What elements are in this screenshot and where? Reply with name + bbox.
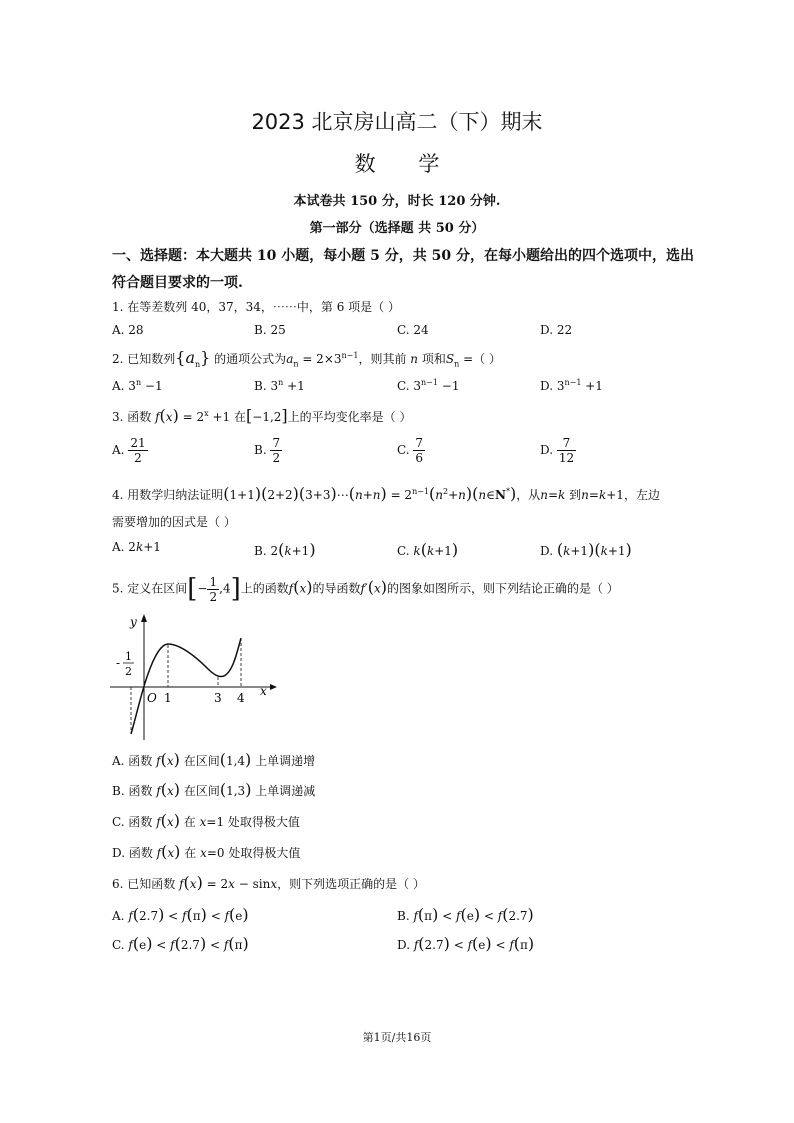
q2-text-a: 2. 已知数列 — [112, 352, 176, 366]
question-1-option-c: C. 24 — [397, 323, 429, 337]
question-6-stem: 6. 已知函数 f(x) = 2x − sinx，则下列选项正确的是（ ） — [112, 873, 425, 892]
question-2-option-d: D. $3^{n-1} +1$ — [540, 378, 603, 393]
section-instruction-line-1: 一、选择题：本大题共 10 小题，每小题 5 分，共 50 分，在每小题给出的四个选项中，选出 — [112, 248, 694, 264]
subject-char-1: 数 — [354, 152, 376, 176]
question-1-option-d: D. 22 — [540, 323, 573, 337]
x-axis-label: x — [260, 684, 267, 698]
question-5-option-c: C. 函数 f(x) 在 x=1 处取得极大值 — [112, 811, 300, 830]
origin-label: O — [147, 691, 157, 705]
derivative-curve — [131, 638, 241, 734]
q2-text-d: 项和 — [418, 352, 446, 366]
page-footer: 第1页/共16页 — [362, 1031, 432, 1044]
question-4-option-d: D. (k+1)(k+1) — [540, 540, 632, 559]
q2-text-c: ，则其前 — [358, 352, 411, 366]
exam-info: 本试卷共 150 分，时长 120 分钟. — [293, 194, 501, 209]
tick-neg-half-num: 1 — [125, 650, 132, 663]
section-instruction-line-2: 符合题目要求的一项. — [112, 275, 243, 291]
q2-sequence-formula: $\{a_n\}$ — [175, 348, 211, 370]
question-2-stem: 2. 已知数列$\{a_n\}$ 的通项公式为$a_n = 2\times 3^{n-1}$，则其前 n 项和$S_n$ =（ ） — [112, 348, 501, 370]
question-3-stem: 3. 函数 $f(x) = 2^x +1$ 在[−1,2]上的平均变化率是（ ） — [112, 406, 412, 425]
tick-label-1: 1 — [164, 691, 172, 705]
question-6-option-d: D. f(2.7) < f(e) < f(π) — [397, 934, 535, 953]
question-5-stem: 5. 定义在区间[− $\frac{1}{2}$ ,4]上的函数f(x)的导函数f′(x)的图象如图所示，则下列结论正确的是（ ） — [112, 574, 619, 604]
question-2-option-a: A. $3^n -1$ — [112, 378, 163, 393]
question-5-option-b: B. 函数 f(x) 在区间(1,3) 上单调递减 — [112, 780, 316, 799]
y-axis-arrow — [141, 614, 147, 622]
tick-neg-half-den: 2 — [125, 665, 132, 678]
question-4-stem-line-2: 需要增加的因式是（ ） — [112, 515, 236, 529]
question-6-option-c: C. f(e) < f(2.7) < f(π) — [112, 934, 249, 953]
question-6-option-b: B. f(π) < f(e) < f(2.7) — [397, 905, 534, 924]
question-2-option-b: B. $3^n +1$ — [254, 378, 305, 393]
tick-label-3: 3 — [214, 691, 222, 705]
question-4-option-c: C. k(k+1) — [397, 540, 459, 559]
question-4-stem: 4. 用数学归纳法证明(1+1)(2+2)(3+3)⋯(n+n) = $2^{n-1}(n^2+n)(n\in N^*)$，从n=k 到n=k+1，左边 — [112, 484, 660, 503]
question-6-option-a: A. f(2.7) < f(π) < f(e) — [112, 905, 249, 924]
q2-formula: $a_n = 2\times 3^{n-1}$ — [286, 351, 359, 369]
question-5-option-a: A. 函数 f(x) 在区间(1,4) 上单调递增 — [112, 750, 316, 769]
derivative-graph — [110, 612, 280, 742]
question-3-option-a: A. $\frac{21}{2}$ — [112, 436, 146, 465]
question-1-stem: 1. 在等差数列 40，37，34，⋯⋯中，第 6 项是（ ） — [112, 300, 400, 314]
x-axis-arrow — [270, 684, 277, 690]
q2-text-e: （ ） — [473, 352, 501, 366]
question-4-option-a: A. 2k+1 — [112, 540, 161, 554]
question-3-option-c: C. $\frac{7}{6}$ — [397, 436, 424, 465]
tick-label-4: 4 — [237, 691, 245, 705]
question-1-option-b: B. 25 — [254, 323, 286, 337]
question-4-option-b: B. 2(k+1) — [254, 540, 316, 559]
question-5-option-d: D. 函数 f(x) 在 x=0 处取得极大值 — [112, 842, 301, 861]
question-3-option-b: B. $\frac{7}{2}$ — [254, 436, 281, 465]
tick-neg-sign: - — [116, 656, 121, 670]
question-1-option-a: A. 28 — [112, 323, 144, 337]
question-3-option-d: D. $\frac{7}{12}$ — [540, 436, 575, 465]
page-title: 2023 北京房山高二（下）期末 — [251, 110, 543, 134]
q2-text-b: 的通项公式为 — [214, 352, 287, 366]
subject-heading — [0, 148, 794, 178]
subject-char-2: 学 — [418, 152, 440, 176]
question-2-option-c: C. $3^{n-1} -1$ — [397, 378, 460, 393]
part-heading: 第一部分（选择题 共 50 分） — [309, 221, 485, 236]
y-axis-label: y — [130, 615, 137, 629]
